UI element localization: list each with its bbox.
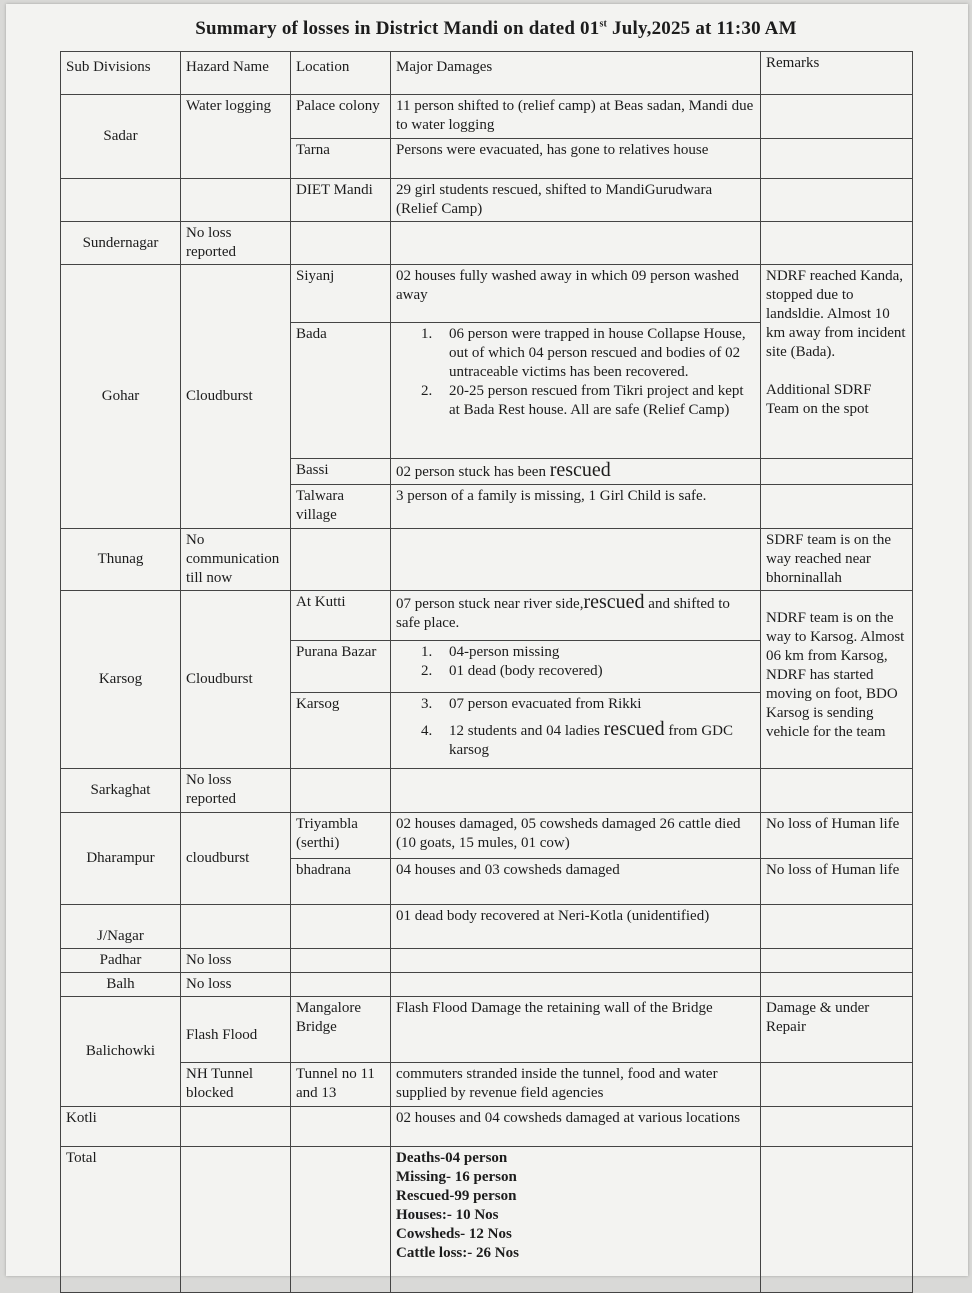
list-number: 3. (421, 696, 433, 712)
list-text: 20-25 person rescued from Tikri project and kept at Bada Rest house. All are safe (Relief Camp) (449, 383, 744, 418)
remarks-cell: No loss of Human life (761, 813, 913, 859)
header-sub-divisions: Sub Divisions (61, 52, 181, 95)
damages-text: 02 person stuck has been (396, 464, 550, 480)
remarks-cell (761, 905, 913, 949)
total-deaths: Deaths-04 person (396, 1150, 508, 1166)
list-text: 12 students and 04 ladies (449, 723, 604, 739)
location-cell: Talwara village (291, 485, 391, 529)
table-row (61, 265, 913, 323)
list-item (421, 382, 755, 420)
hazard-cell (181, 905, 291, 949)
list-emphasis: rescued (603, 718, 665, 740)
hazard-cell: No loss reported (181, 769, 291, 813)
total-label: Total (61, 1147, 181, 1293)
hazard-cell: No communication till now (181, 529, 291, 591)
subdivision-sundernagar: Sundernagar (61, 222, 181, 265)
list-number: 4. (421, 723, 433, 739)
table-row (61, 529, 913, 591)
location-cell (291, 905, 391, 949)
hazard-cell: NH Tunnel blocked (181, 1063, 291, 1107)
location-cell (291, 769, 391, 813)
damages-cell (391, 949, 761, 973)
damages-text: 07 person stuck near river side, (396, 596, 584, 612)
total-values (391, 1147, 761, 1293)
hazard-cell (181, 179, 291, 222)
damages-cell (391, 222, 761, 265)
location-cell: Bada (291, 323, 391, 459)
location-cell: Purana Bazar (291, 641, 391, 693)
hazard-cell (181, 1107, 291, 1147)
hazard-cell (181, 1147, 291, 1293)
total-row (61, 1147, 913, 1293)
hazard-cell: Cloudburst (181, 591, 291, 769)
damages-cell: 02 houses and 04 cowsheds damaged at various locations (391, 1107, 761, 1147)
remarks-cell: NDRF team is on the way to Karsog. Almost 06 km from Karsog, NDRF has started moving on foot, BDO Karsog is sending vehicle for the team (761, 591, 913, 769)
hazard-cell: Water logging (181, 95, 291, 179)
remarks-cell (761, 1147, 913, 1293)
table-header-row (61, 52, 913, 95)
list-text: 01 dead (body recovered) (449, 663, 603, 679)
remarks-cell (761, 222, 913, 265)
subdivision-cell (61, 179, 181, 222)
damages-cell (391, 973, 761, 997)
damages-text: and shifted to safe place. (396, 596, 730, 631)
header-location: Location (291, 52, 391, 95)
location-cell: At Kutti (291, 591, 391, 641)
location-cell: Tarna (291, 139, 391, 179)
list-item (421, 643, 755, 662)
header-remarks: Remarks (761, 52, 913, 95)
subdivision-dharampur: Dharampur (61, 813, 181, 905)
subdivision-jnagar: J/Nagar (61, 905, 181, 949)
location-cell (291, 949, 391, 973)
subdivision-balichowki: Balichowki (61, 997, 181, 1107)
table-row (61, 591, 913, 641)
list-number: 2. (421, 663, 433, 679)
damages-cell (391, 459, 761, 485)
list-text: 07 person evacuated from Rikki (449, 696, 642, 712)
title-text: Summary of losses in District Mandi on dated 01 (195, 18, 600, 39)
damages-cell: Flash Flood Damage the retaining wall of the Bridge (391, 997, 761, 1063)
remarks-cell: Damage & under Repair (761, 997, 913, 1063)
location-cell (291, 222, 391, 265)
total-rescued: Rescued-99 person (396, 1188, 517, 1204)
damages-cell (391, 769, 761, 813)
hazard-cell: No loss reported (181, 222, 291, 265)
title-text-end: July,2025 at 11:30 AM (607, 18, 797, 39)
location-cell (291, 529, 391, 591)
location-cell: Karsog (291, 693, 391, 769)
remarks-cell (761, 139, 913, 179)
list-text: from GDC karsog (449, 723, 733, 758)
damages-cell (391, 641, 761, 693)
remarks-cell: No loss of Human life (761, 859, 913, 905)
hazard-cell: Cloudburst (181, 265, 291, 529)
table-row (61, 1107, 913, 1147)
remarks-text: Additional SDRF Team on the spot (766, 382, 872, 417)
list-number: 1. (421, 326, 433, 342)
table-row (61, 997, 913, 1063)
list-number: 1. (421, 644, 433, 660)
damages-emphasis: rescued (583, 591, 645, 613)
subdivision-karsog: Karsog (61, 591, 181, 769)
list-item (421, 720, 755, 760)
hazard-cell: Flash Flood (181, 997, 291, 1063)
location-cell (291, 1107, 391, 1147)
remarks-cell (761, 459, 913, 485)
damages-cell (391, 591, 761, 641)
damages-cell: 3 person of a family is missing, 1 Girl Child is safe. (391, 485, 761, 529)
total-houses: Houses:- 10 Nos (396, 1207, 499, 1223)
location-cell (291, 1147, 391, 1293)
hazard-cell: No loss (181, 973, 291, 997)
location-cell: Palace colony (291, 95, 391, 139)
list-item (421, 662, 755, 681)
remarks-cell (761, 1063, 913, 1107)
location-cell: DIET Mandi (291, 179, 391, 222)
header-major-damages: Major Damages (391, 52, 761, 95)
remarks-cell (761, 265, 913, 459)
damages-cell (391, 323, 761, 459)
remarks-cell (761, 95, 913, 139)
damages-cell (391, 529, 761, 591)
location-cell: Siyanj (291, 265, 391, 323)
damages-cell: 01 dead body recovered at Neri-Kotla (unidentified) (391, 905, 761, 949)
losses-table (60, 51, 913, 1293)
remarks-cell: SDRF team is on the way reached near bhorninallah (761, 529, 913, 591)
remarks-cell (761, 179, 913, 222)
subdivision-gohar: Gohar (61, 265, 181, 529)
location-cell (291, 973, 391, 997)
remarks-cell (761, 1107, 913, 1147)
table-row (61, 179, 913, 222)
table-row (61, 973, 913, 997)
location-cell: Mangalore Bridge (291, 997, 391, 1063)
remarks-cell (761, 949, 913, 973)
table-row (61, 905, 913, 949)
title-superscript: st (599, 18, 608, 30)
subdivision-padhar: Padhar (61, 949, 181, 973)
remarks-cell (761, 485, 913, 529)
damages-cell: 02 houses damaged, 05 cowsheds damaged 26 cattle died (10 goats, 15 mules, 01 cow) (391, 813, 761, 859)
damages-cell (391, 693, 761, 769)
damages-emphasis: rescued (549, 459, 611, 481)
damages-cell: 29 girl students rescued, shifted to MandiGurudwara (Relief Camp) (391, 179, 761, 222)
table-row (61, 222, 913, 265)
location-cell: bhadrana (291, 859, 391, 905)
subdivision-kotli: Kotli (61, 1107, 181, 1147)
total-missing: Missing- 16 person (396, 1169, 517, 1185)
list-text: 04-person missing (449, 644, 560, 660)
table-row (61, 1063, 913, 1107)
damages-cell: 02 houses fully washed away in which 09 person washed away (391, 265, 761, 323)
subdivision-balh: Balh (61, 973, 181, 997)
table-row (61, 95, 913, 139)
total-cattle-loss: Cattle loss:- 26 Nos (396, 1245, 519, 1261)
subdivision-sadar: Sadar (61, 95, 181, 179)
list-item (421, 325, 755, 382)
list-number: 2. (421, 383, 433, 399)
table-row (61, 949, 913, 973)
remarks-text: NDRF reached Kanda, stopped due to landsldie. Almost 10 km away from incident site (Bada). (766, 268, 906, 360)
remarks-cell (761, 769, 913, 813)
table-row (61, 769, 913, 813)
location-cell: Triyambla (serthi) (291, 813, 391, 859)
remarks-cell (761, 973, 913, 997)
location-cell: Tunnel no 11 and 13 (291, 1063, 391, 1107)
hazard-cell: No loss (181, 949, 291, 973)
subdivision-thunag: Thunag (61, 529, 181, 591)
hazard-cell: cloudburst (181, 813, 291, 905)
total-cowsheds: Cowsheds- 12 Nos (396, 1226, 512, 1242)
damages-cell: 11 person shifted to (relief camp) at Beas sadan, Mandi due to water logging (391, 95, 761, 139)
list-text: 06 person were trapped in house Collapse House, out of which 04 person rescued and bodies of 02 untraceable victims has been recovered. (449, 326, 746, 380)
header-hazard-name: Hazard Name (181, 52, 291, 95)
document-title (66, 18, 926, 40)
damages-cell: 04 houses and 03 cowsheds damaged (391, 859, 761, 905)
list-item (421, 695, 755, 714)
subdivision-sarkaghat: Sarkaghat (61, 769, 181, 813)
table-row (61, 813, 913, 859)
damages-cell: commuters stranded inside the tunnel, food and water supplied by revenue field agencies (391, 1063, 761, 1107)
location-cell: Bassi (291, 459, 391, 485)
damages-cell: Persons were evacuated, has gone to relatives house (391, 139, 761, 179)
